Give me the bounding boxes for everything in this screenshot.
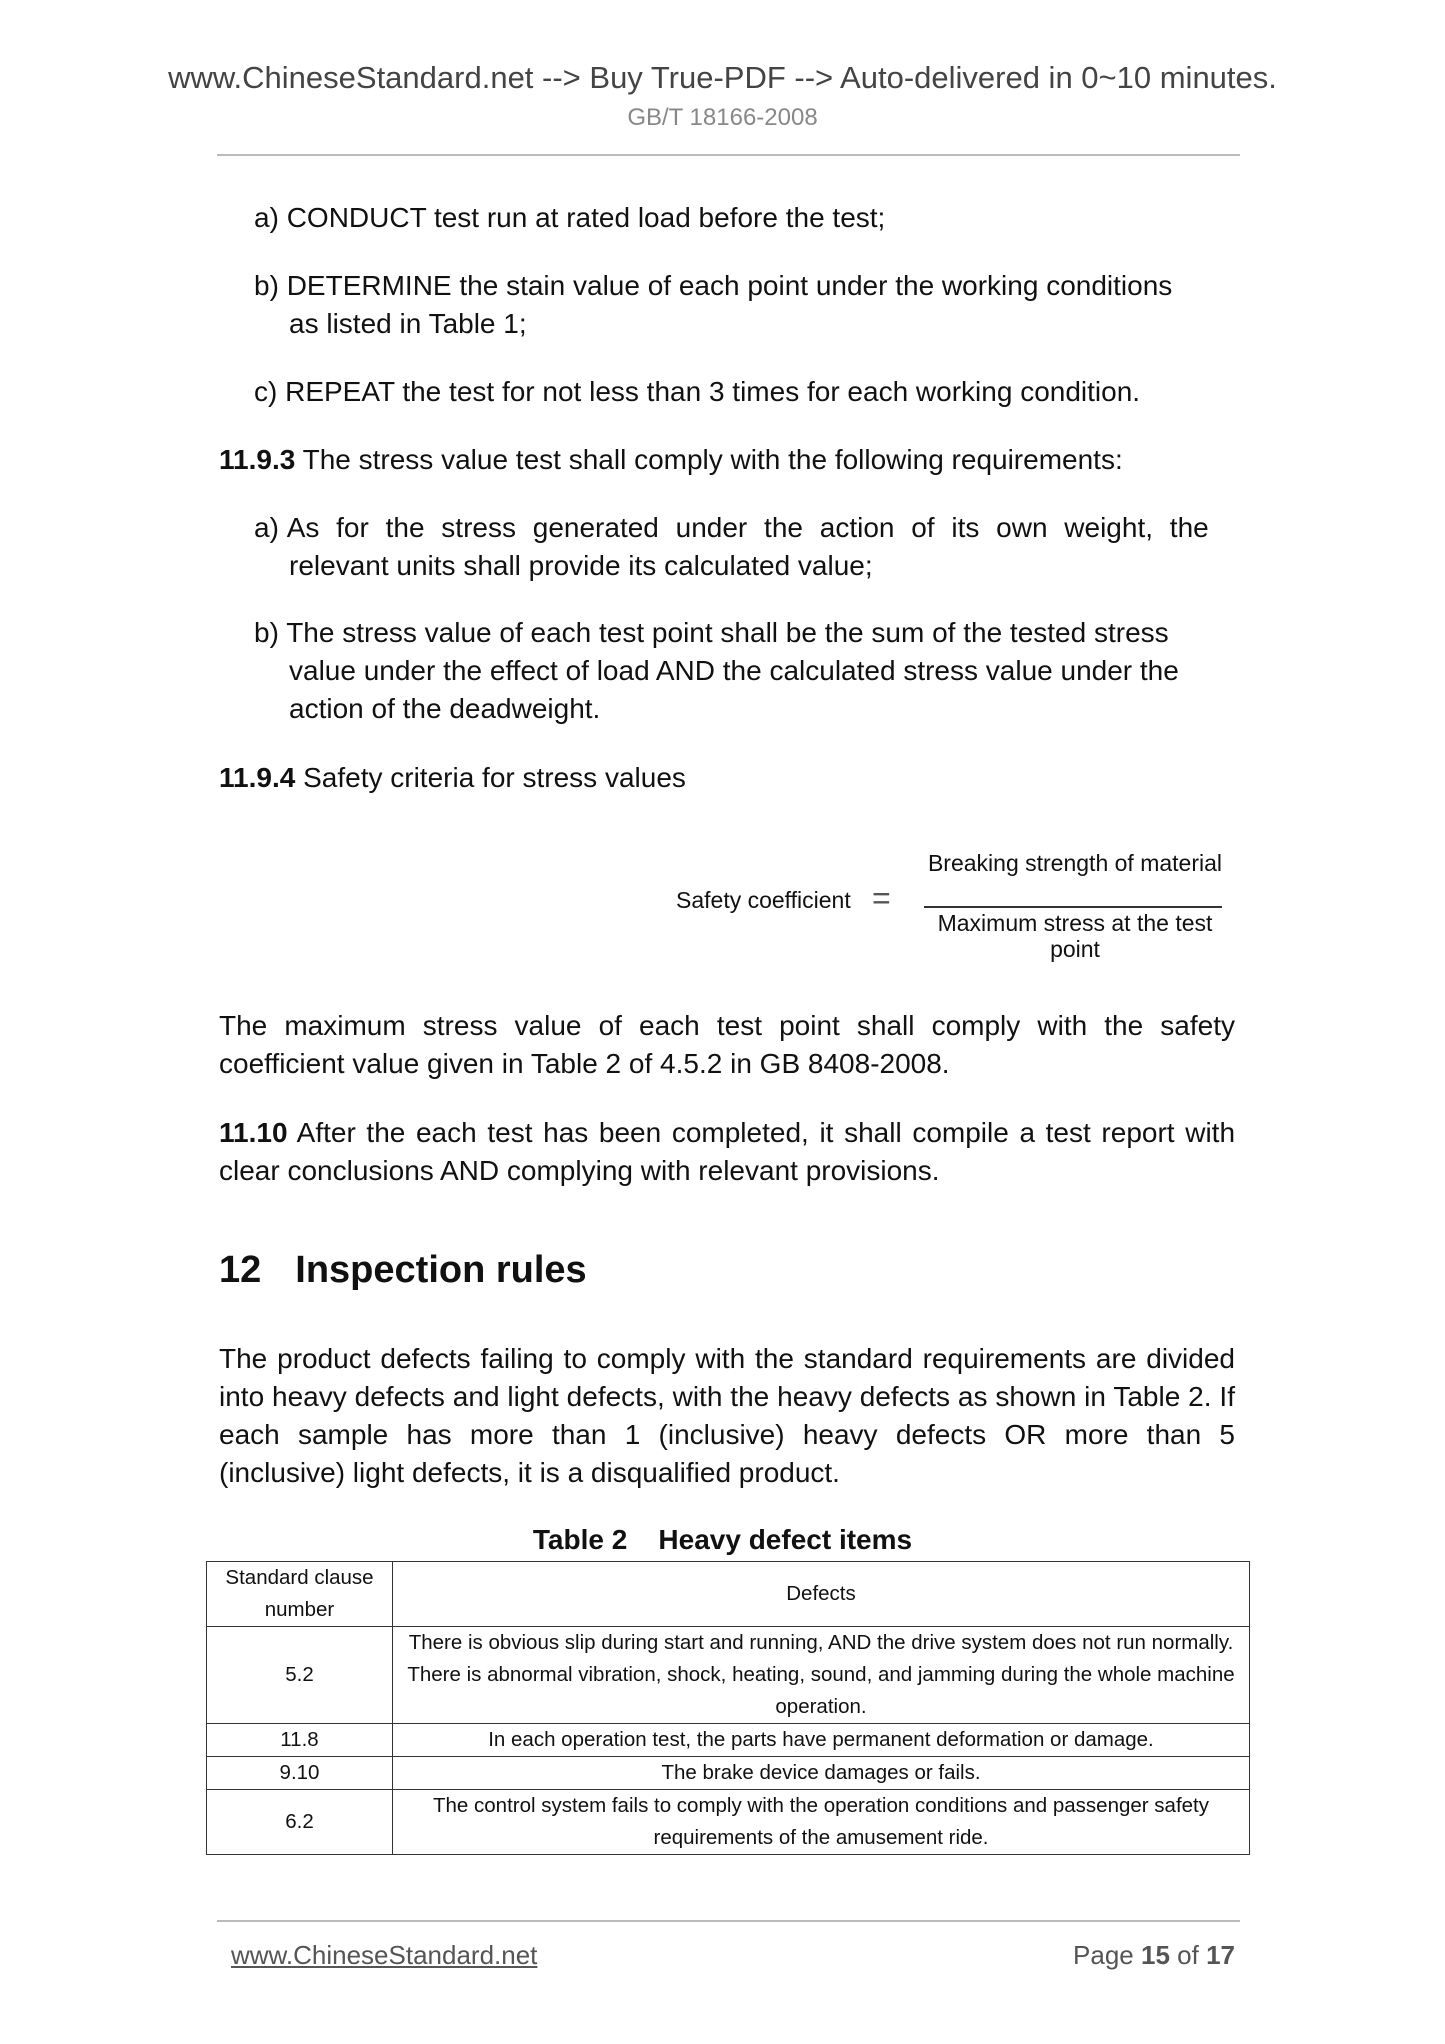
table-caption: Table 2 Heavy defect items <box>532 1524 913 1555</box>
list-item: c) REPEAT the test for not less than 3 times for each working condition. <box>254 376 1141 407</box>
fraction-bar <box>924 906 1222 908</box>
table-row: 11.8 In each operation test, the parts have permanent deformation or damage. <box>207 1724 1250 1757</box>
list-item: b) The stress value of each test point shall be the sum of the tested stress value under the effect of load AND the calculated stress value under the action of the deadweight. <box>254 617 1179 724</box>
clause-11-9-4: 11.9.4 Safety criteria for stress values <box>219 762 686 793</box>
page-number: Page 15 of 17 <box>1073 1940 1235 1970</box>
formula-lhs: Safety coefficient <box>676 887 851 913</box>
inspection-paragraph: The product defects failing to comply with the standard requirements are divided into heavy defects and light defects, with the heavy defects as shown in Table 2. If each sample has more than 1 (inclusive) heavy defects OR more than 5 (inclusive) light defects, it is a disqualified product. <box>219 1343 1235 1488</box>
heavy-defect-table <box>206 1561 1250 1855</box>
table-row: 9.10 The brake device damages or fails. <box>207 1757 1250 1790</box>
safety-paragraph: The maximum stress value of each test point shall comply with the safety coefficient value given in Table 2 of 4.5.2 in GB 8408-2008. <box>219 1010 1235 1079</box>
header-banner: www.ChineseStandard.net --> Buy True-PDF --> Auto-delivered in 0~10 minutes. <box>168 60 1277 95</box>
table-row: 6.2 The control system fails to comply with the operation conditions and passenger safety requirements of the amusement ride. <box>207 1790 1250 1855</box>
list-item: a) CONDUCT test run at rated load before the test; <box>254 202 886 233</box>
clause-11-9-3: 11.9.3 The stress value test shall comply with the following requirements: <box>219 444 1123 475</box>
section-heading: 12 Inspection rules <box>219 1249 587 1291</box>
header-clause: Standard clause number <box>207 1562 393 1627</box>
formula-equals: = <box>872 880 891 916</box>
list-item: b) DETERMINE the stain value of each point under the working conditions as listed in Table 1; <box>254 270 1173 339</box>
clause-11-10: 11.10 After the each test has been completed, it shall compile a test report with clear conclusions AND complying with relevant provisions. <box>219 1117 1236 1186</box>
header-defects: Defects <box>393 1562 1250 1627</box>
table-header-row <box>207 1562 1250 1627</box>
footer-site-link[interactable]: www.ChineseStandard.net <box>231 1940 538 1970</box>
list-item: a) As for the stress generated under the action of its own weight, the relevant units shall provide its calculated value; <box>254 512 1209 581</box>
table-row: 5.2 There is obvious slip during start and running, AND the drive system does not run normally. There is abnormal vibration, shock, heating, sound, and jamming during the whole machine operation. <box>207 1627 1250 1724</box>
formula-denominator: Maximum stress at the test point <box>937 910 1213 962</box>
formula-numerator: Breaking strength of material <box>927 850 1223 876</box>
document-code: GB/T 18166-2008 <box>627 104 818 131</box>
footer-divider <box>217 1920 1240 1922</box>
header-divider <box>217 154 1240 156</box>
